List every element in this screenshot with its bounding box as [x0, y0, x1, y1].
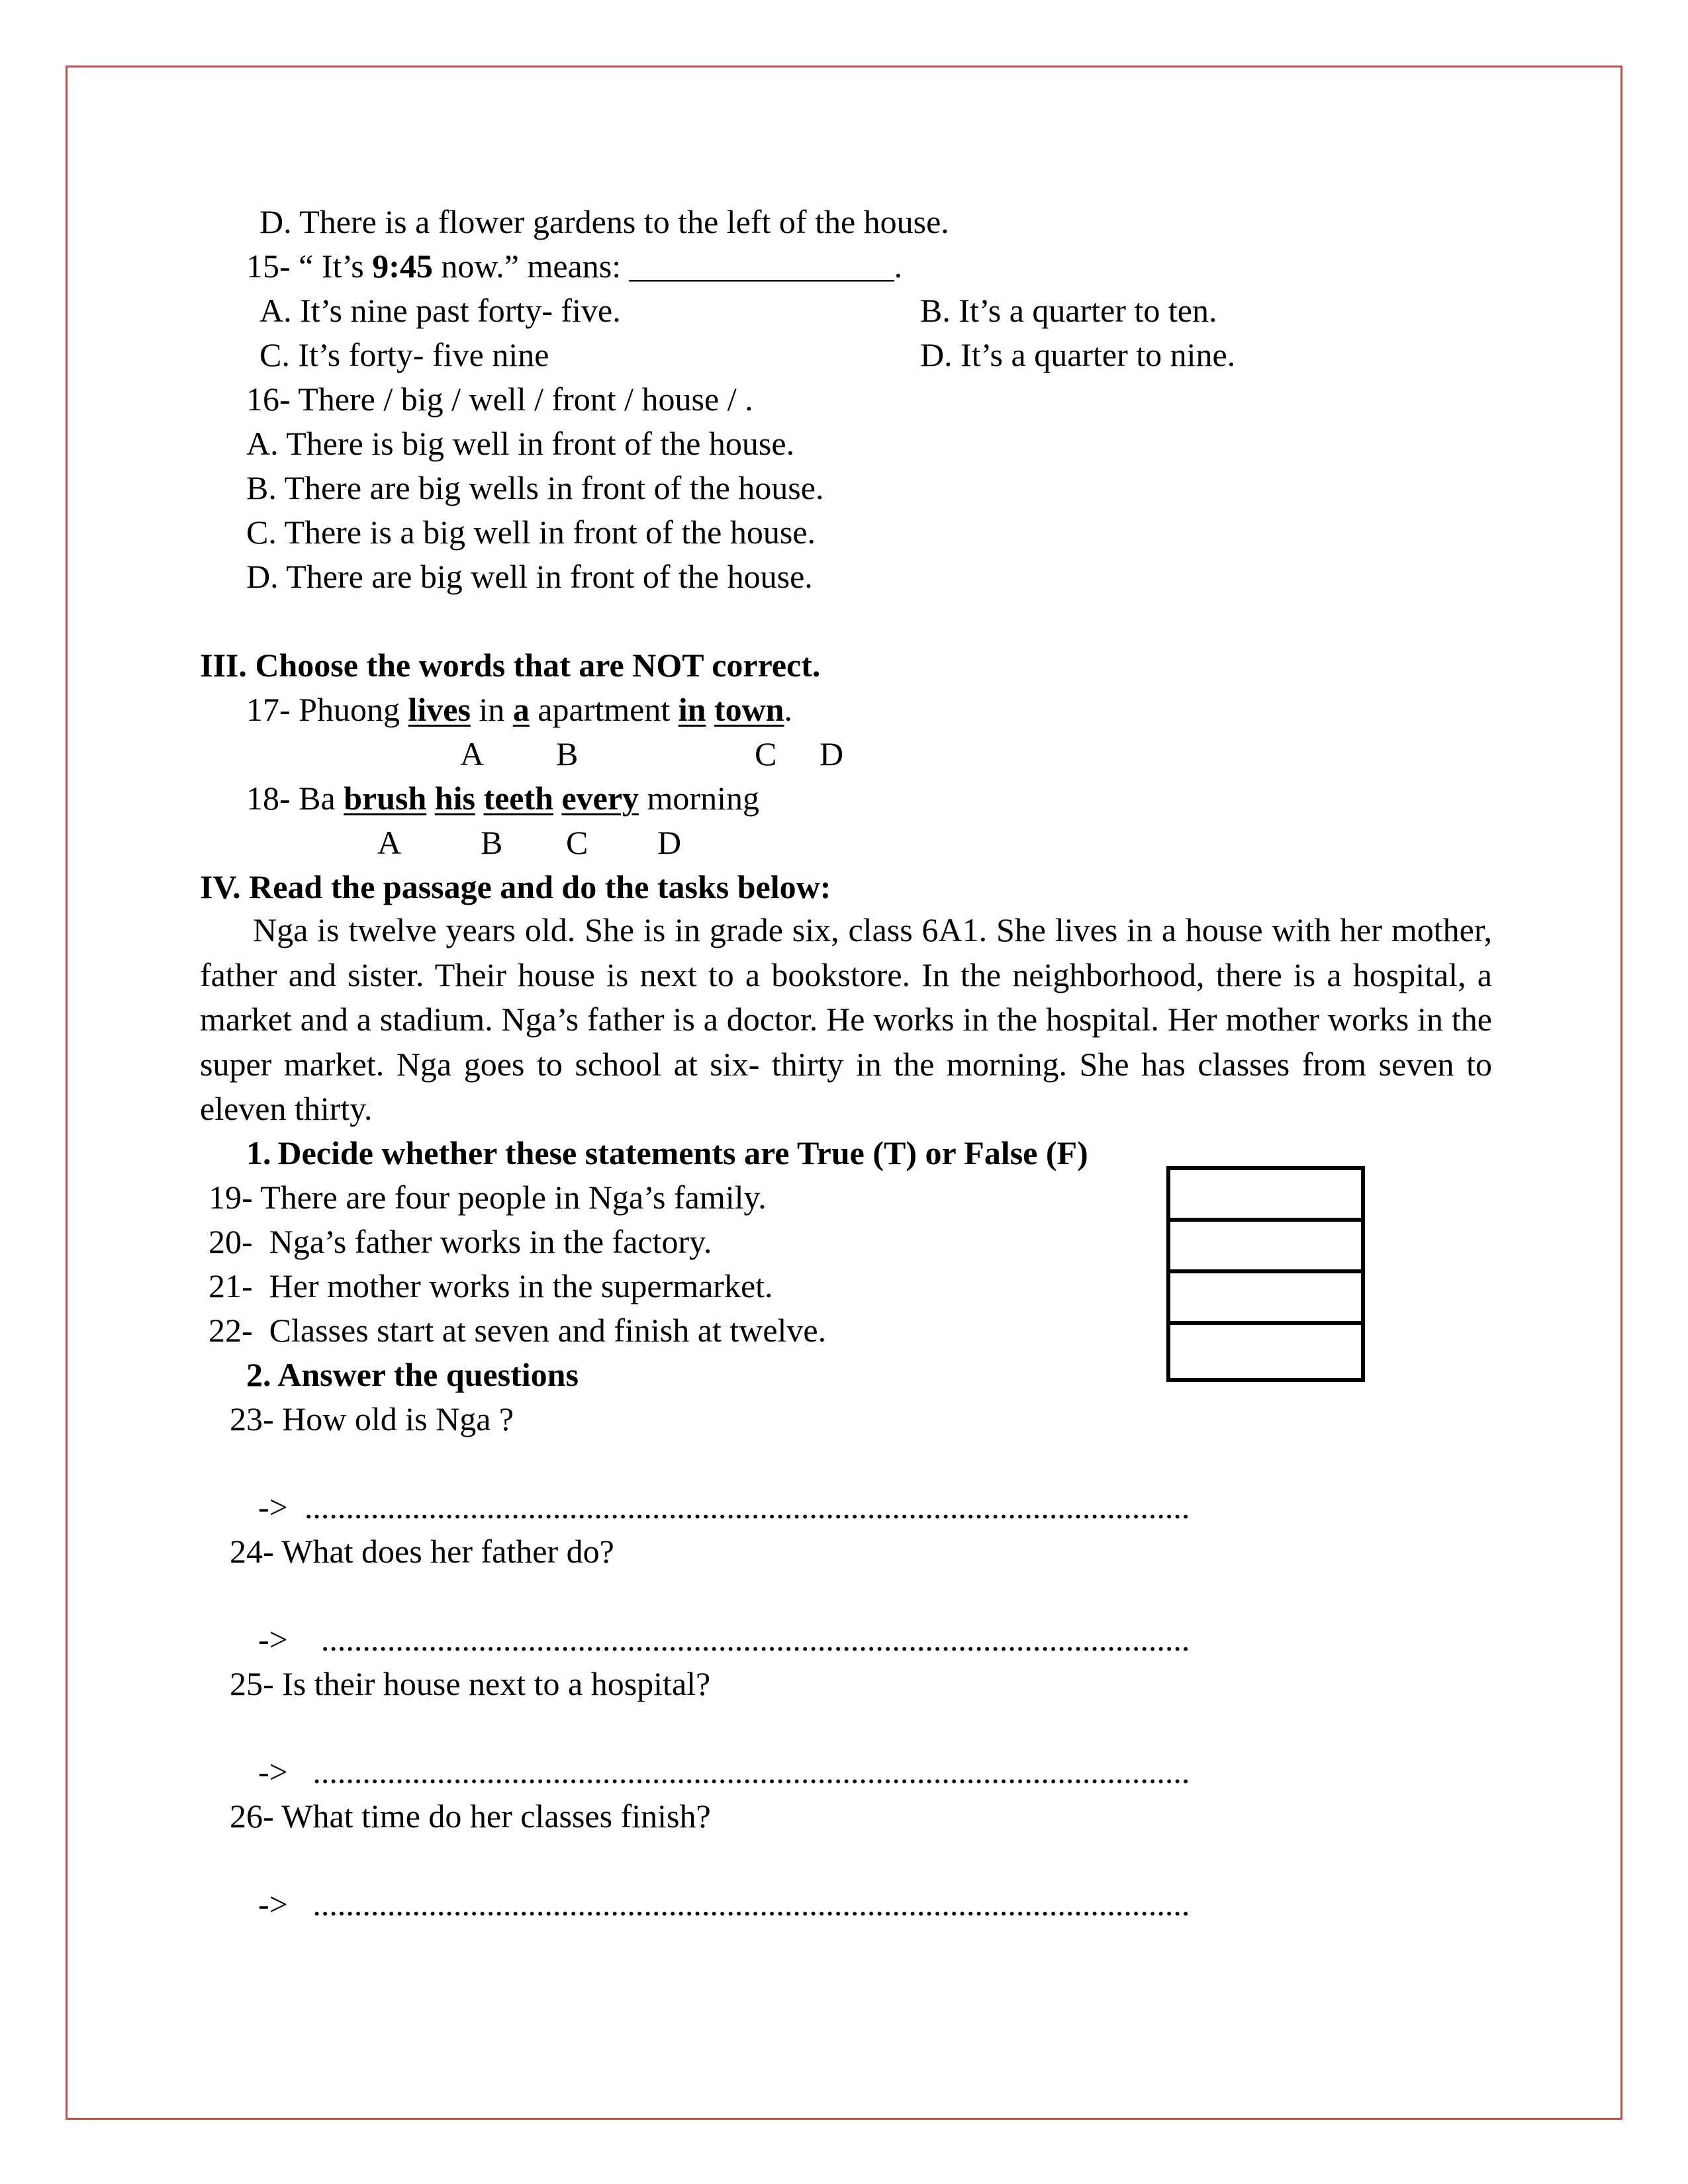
q16-prompt: 16- There / big / well / front / house / .	[246, 381, 753, 418]
q18-word	[426, 780, 435, 817]
q18-word: Ba	[299, 780, 344, 817]
q17-word: Phuong	[299, 691, 408, 728]
q17-letter-c: C	[755, 735, 777, 772]
section-4-heading: IV. Read the passage and do the tasks below:	[200, 868, 831, 905]
q15-prompt	[246, 250, 902, 283]
q18-underlined-b: his	[434, 780, 475, 817]
q17-underlined-b: a	[512, 691, 530, 728]
q16-option-c: C. There is a big well in front of the house.	[246, 514, 816, 551]
q17-letter-a: A	[460, 735, 485, 772]
q16-option-a: A. There is big well in front of the house.	[246, 425, 795, 462]
tf-answer-box-22[interactable]	[1166, 1321, 1365, 1382]
q18-letter-c: C	[566, 824, 588, 861]
q15-time: 9:45	[372, 248, 433, 285]
q15-prompt-post: now.” means: ________________.	[432, 248, 903, 285]
q16-option-d: D. There are big well in front of the house.	[246, 558, 813, 595]
answer-line-26[interactable]: -> ..........................................................................................................	[258, 1886, 1190, 1923]
q18-sentence	[246, 782, 759, 815]
q17-word	[706, 691, 714, 728]
tf-answer-box-20[interactable]	[1166, 1218, 1365, 1273]
statement-21: 21- Her mother works in the supermarket.	[209, 1267, 773, 1304]
reading-passage: Nga is twelve years old. She is in grade six, class 6A1. She lives in a house with her mother, father and sister. Their house is next to a bookstore. In the neighborhood, there is a hospital, a market and a stadium. Nga’s father is a doctor. He works in the hospital. Her mother works in the super market. Nga goes to school at six- thirty in the morning. She has classes from seven to eleven thirty.	[200, 911, 1492, 1127]
q18-word: morning	[639, 780, 759, 817]
task-1-text: Decide whether these statements are True (T) or False (F)	[277, 1134, 1088, 1171]
tf-answer-box-19[interactable]	[1166, 1166, 1365, 1222]
q18-word	[553, 780, 562, 817]
q15-prompt-pre: “ It’s	[299, 248, 373, 285]
q18-underlined-d: every	[561, 780, 639, 817]
q17-letter-d: D	[820, 735, 844, 772]
q15-option-b: B. It’s a quarter to ten.	[920, 292, 1217, 329]
statement-19: 19- There are four people in Nga’s family.	[209, 1179, 767, 1216]
task-1-title	[246, 1136, 1088, 1169]
statement-20: 20- Nga’s father works in the factory.	[209, 1223, 712, 1260]
q16-option-b: B. There are big wells in front of the house.	[246, 469, 824, 506]
statement-22: 22- Classes start at seven and finish at twelve.	[209, 1312, 827, 1349]
q17-word: .	[784, 691, 792, 728]
q14-option-d: D. There is a flower gardens to the left of the house.	[259, 203, 949, 240]
q17-number: 17-	[246, 691, 299, 728]
q17-underlined-a: lives	[408, 691, 471, 728]
q17-sentence	[246, 693, 792, 726]
q18-underlined-a: brush	[344, 780, 427, 817]
q18-number: 18-	[246, 780, 299, 817]
q18-word	[475, 780, 484, 817]
q15-option-a: A. It’s nine past forty- five.	[259, 292, 621, 329]
q17-letter-b: B	[556, 735, 579, 772]
answer-line-24[interactable]: -> .........................................................................................................	[258, 1621, 1190, 1658]
q15-option-c: C. It’s forty- five nine	[259, 336, 549, 373]
question-23: 23- How old is Nga ?	[230, 1400, 514, 1437]
q17-word: in	[470, 691, 513, 728]
tf-answer-box-21[interactable]	[1166, 1269, 1365, 1325]
answer-line-23[interactable]: -> ...........................................................................................................	[258, 1488, 1190, 1525]
task-2-title: 2. Answer the questions	[246, 1356, 579, 1393]
task-1-number: 1.	[246, 1134, 271, 1171]
q17-underlined-c: in	[678, 691, 706, 728]
question-25: 25- Is their house next to a hospital?	[230, 1665, 711, 1702]
q15-option-d: D. It’s a quarter to nine.	[920, 336, 1236, 373]
q18-letter-a: A	[377, 824, 402, 861]
question-26: 26- What time do her classes finish?	[230, 1797, 711, 1835]
q17-underlined-d: town	[714, 691, 784, 728]
q18-underlined-c: teeth	[483, 780, 553, 817]
answer-line-25[interactable]: -> ..........................................................................................................	[258, 1753, 1190, 1790]
section-3-heading: III. Choose the words that are NOT correct.	[200, 647, 821, 684]
question-24: 24- What does her father do?	[230, 1533, 614, 1570]
q18-letter-b: B	[481, 824, 503, 861]
q15-number: 15-	[246, 248, 291, 285]
q18-letter-d: D	[657, 824, 682, 861]
q17-word: apartment	[529, 691, 679, 728]
